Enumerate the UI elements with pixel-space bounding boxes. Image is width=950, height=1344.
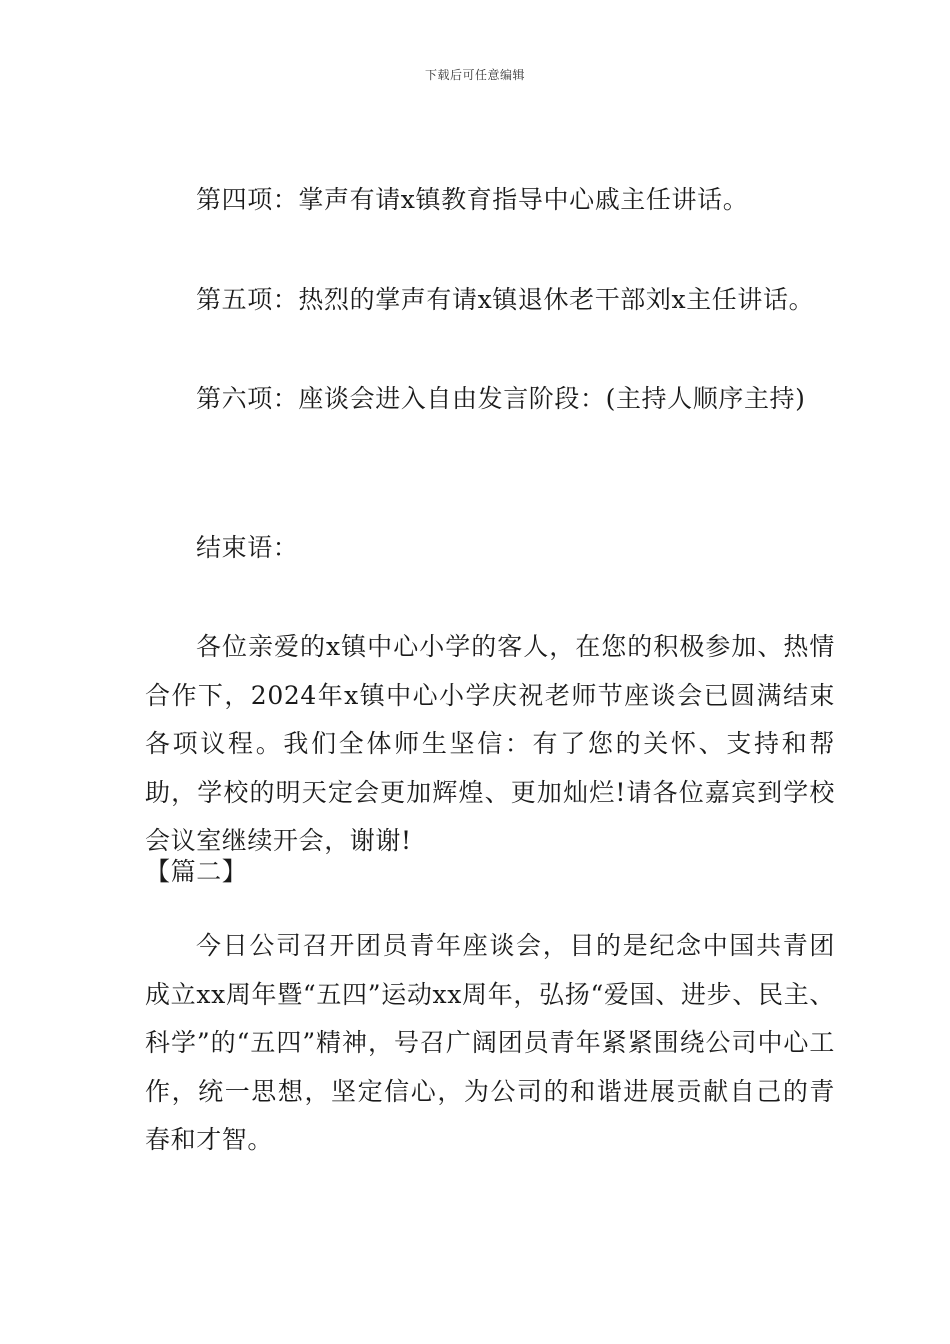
header-note: 下载后可任意编辑	[424, 68, 525, 82]
agenda-item-6: 第六项：座谈会进入自由发言阶段：(主持人顺序主持)	[196, 384, 806, 413]
agenda-item-5: 第五项：热烈的掌声有请x镇退休老干部刘x主任讲话。	[196, 285, 815, 314]
closing-title: 结束语：	[196, 533, 299, 562]
section-body: 今日公司召开团员青年座谈会，目的是纪念中国共青团成立xx周年暨“五四”运动xx周年，弘扬“爱国、进步、民主、科学”的“五四”精神，号召广阔团员青年紧紧围绕公司中心工作，统一思想，坚定信心，为公司的和谐进展贡献自己的青春和才智。	[145, 931, 835, 1154]
agenda-item-4: 第四项：掌声有请x镇教育指导中心戚主任讲话。	[196, 185, 749, 214]
section-label: 【篇二】	[145, 857, 248, 886]
closing-body: 各位亲爱的x镇中心小学的客人，在您的积极参加、热情合作下，2024年x镇中心小学庆祝老师节座谈会已圆满结束各项议程。我们全体师生坚信：有了您的关怀、支持和帮助，学校的明天定会更加辉煌、更加灿烂!请各位嘉宾到学校会议室继续开会，谢谢!	[145, 632, 835, 855]
